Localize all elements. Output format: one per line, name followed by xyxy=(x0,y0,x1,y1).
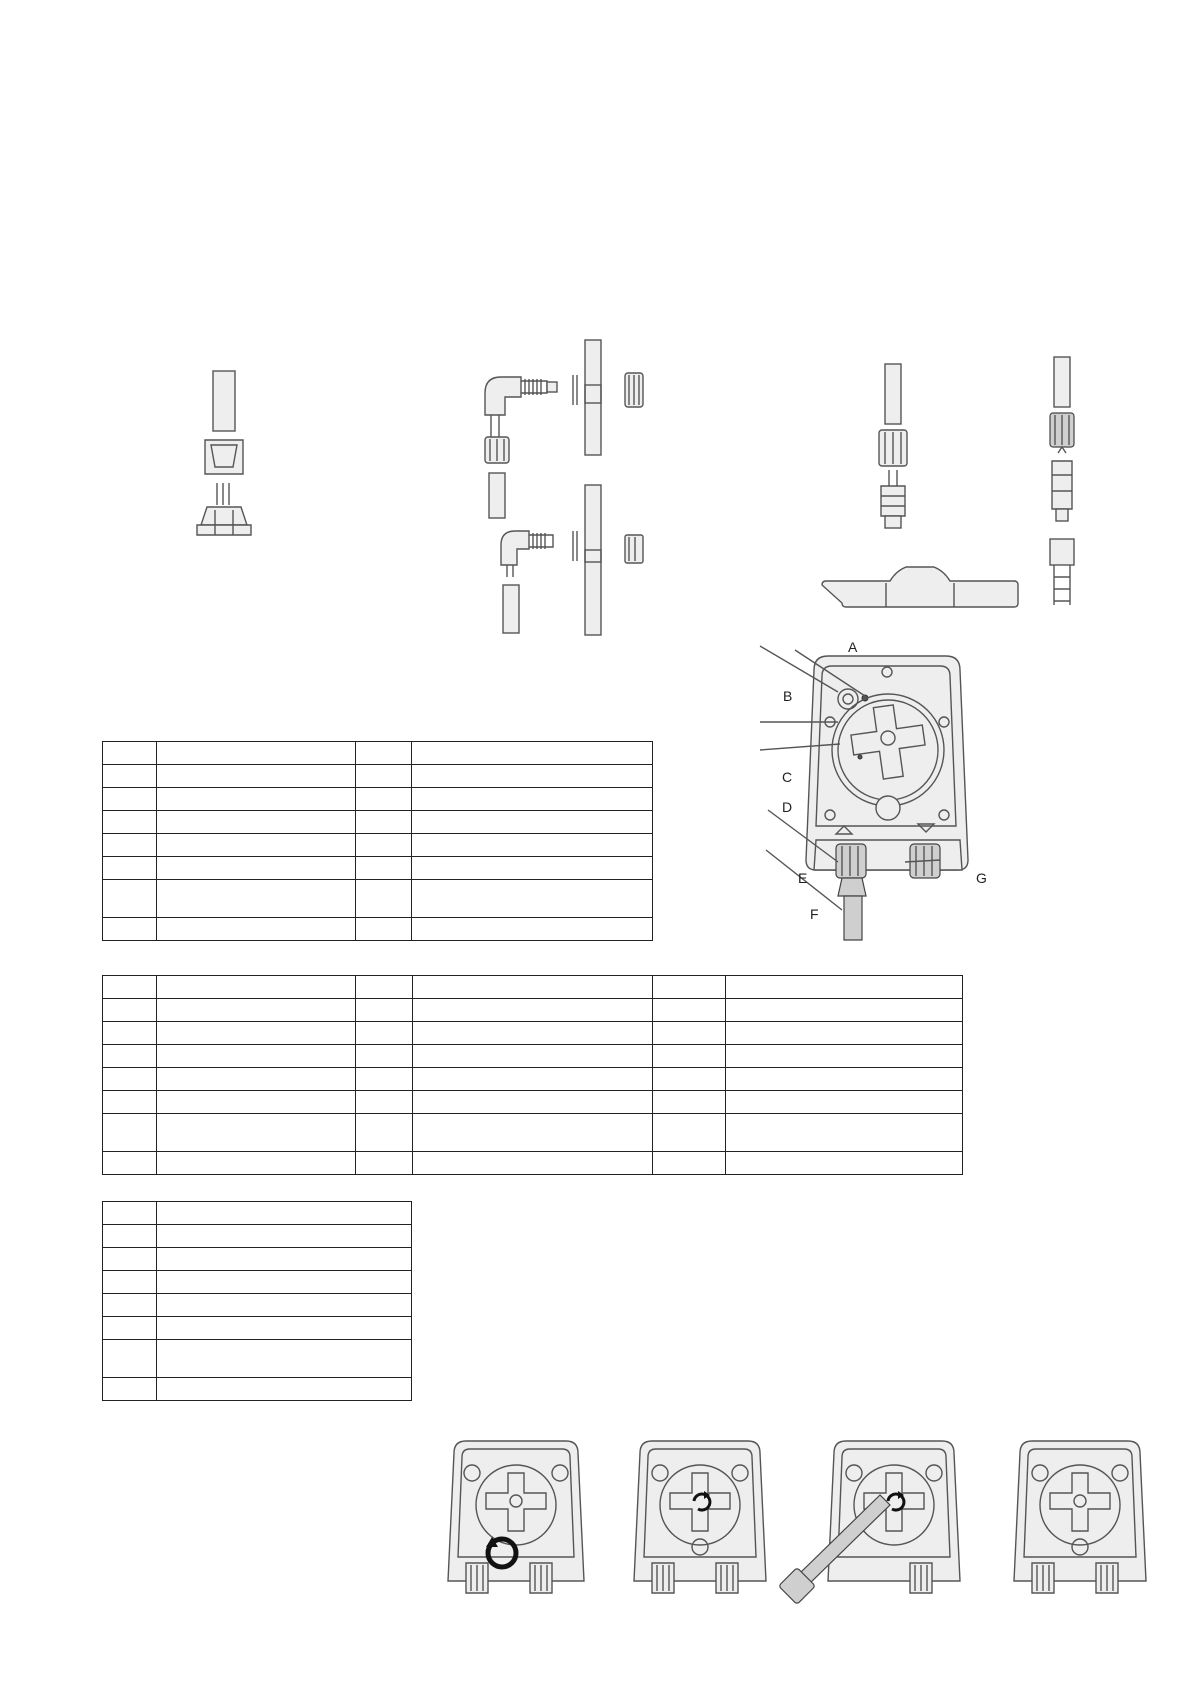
pump-step-1 xyxy=(440,1435,590,1600)
pump-label-g: G xyxy=(976,870,987,886)
table-2 xyxy=(102,975,963,1175)
pump-label-b: B xyxy=(783,688,793,704)
pump-step-3 xyxy=(780,1435,965,1605)
foot-filter-illustration xyxy=(195,365,265,565)
pump-diagram xyxy=(780,640,1010,940)
pump-label-d: D xyxy=(782,799,793,815)
pump-label-f: F xyxy=(810,906,819,922)
pump-label-e: E xyxy=(798,870,808,886)
table-3 xyxy=(102,1201,412,1401)
pump-step-4 xyxy=(1010,1435,1150,1600)
pump-label-c: C xyxy=(782,769,793,785)
tee-pipe-illustration xyxy=(820,565,1020,625)
hose-connector-illustration xyxy=(1040,355,1090,620)
injection-valve-illustration xyxy=(475,335,685,645)
pump-label-a: A xyxy=(848,639,858,655)
pump-step-2 xyxy=(630,1435,770,1600)
table-1 xyxy=(102,741,653,941)
